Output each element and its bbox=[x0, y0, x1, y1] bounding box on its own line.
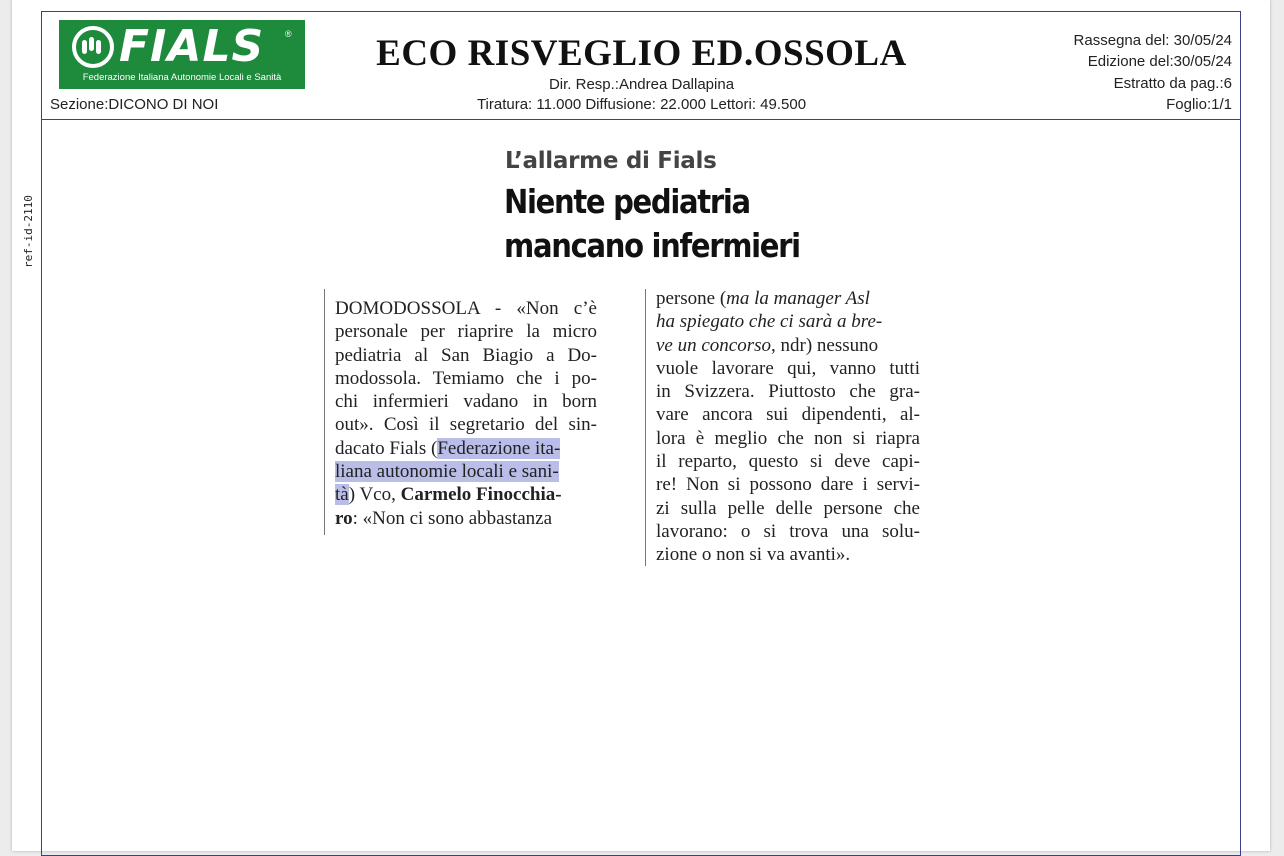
highlighted-text: tà bbox=[335, 484, 349, 506]
section-label: Sezione:DICONO DI NOI bbox=[50, 96, 219, 113]
column-rule bbox=[645, 289, 646, 566]
text-line bbox=[335, 460, 597, 483]
italic-text: ve un concorso bbox=[656, 334, 772, 356]
text-line: lavorano: o si trova una solu- bbox=[656, 520, 920, 542]
text-line: out». Così il segretario del sin- bbox=[335, 414, 597, 436]
column-rule bbox=[324, 289, 325, 535]
director-line: Dir. Resp.:Andrea Dallapina bbox=[548, 76, 735, 93]
text-run: , ndr) nessuno bbox=[771, 334, 879, 356]
people-icon bbox=[72, 26, 114, 68]
fials-logo bbox=[59, 20, 305, 89]
text-line: modossola. Temiamo che i po- bbox=[335, 367, 597, 389]
text-run: persone ( bbox=[656, 288, 727, 309]
text-line bbox=[656, 310, 920, 333]
text-run: : «Non ci sono abbastanza bbox=[352, 507, 553, 529]
text-line: zione o non si va avanti». bbox=[656, 544, 851, 566]
text-line: pediatria al San Biagio a Do- bbox=[335, 344, 597, 366]
article-column-2 bbox=[656, 287, 920, 567]
text-line: il reparto, questo si deve capi- bbox=[656, 451, 920, 473]
text-line bbox=[335, 483, 597, 506]
text-line: lora è meglio che non si riapra bbox=[656, 427, 920, 449]
registered-icon: ® bbox=[285, 29, 292, 39]
foglio-count: Foglio:1/1 bbox=[1166, 96, 1232, 113]
text-line bbox=[656, 334, 920, 357]
ref-id-label: ref-id-2110 bbox=[22, 195, 35, 268]
text-line bbox=[335, 437, 597, 460]
text-line: vuole lavorare qui, vanno tutti bbox=[656, 357, 920, 379]
italic-text: ha spiegato che ci sarà a bre- bbox=[656, 311, 883, 333]
logo-wordmark: FIALS bbox=[119, 21, 265, 72]
text-line: chi infermieri vadano in born bbox=[335, 391, 597, 413]
italic-text: ma la manager Asl bbox=[726, 288, 870, 309]
text-line bbox=[335, 507, 597, 530]
text-line: DOMODOSSOLA - «Non c’è bbox=[335, 298, 597, 319]
circulation-line: Tiratura: 11.000 Diffusione: 22.000 Lettori: 49.500 bbox=[476, 96, 807, 113]
highlighted-text: Federazione ita- bbox=[437, 437, 561, 459]
publication-title: ECO RISVEGLIO ED.OSSOLA bbox=[376, 33, 907, 74]
highlighted-text: liana autonomie locali e sani- bbox=[335, 461, 559, 483]
article-headline bbox=[504, 180, 800, 268]
author-name: ro bbox=[335, 507, 353, 529]
text-line: re! Non si possono dare i servi- bbox=[656, 474, 920, 496]
headline-line: mancano infermieri bbox=[504, 226, 800, 265]
text-line: personale per riaprire la micro bbox=[335, 321, 597, 343]
author-name: Carmelo Finocchia- bbox=[400, 484, 562, 506]
article-column-1 bbox=[335, 297, 597, 530]
header-divider bbox=[41, 119, 1241, 120]
estratto-page: Estratto da pag.:6 bbox=[1113, 75, 1232, 92]
edizione-date: Edizione del:30/05/24 bbox=[1087, 53, 1232, 70]
rassegna-date: Rassegna del: 30/05/24 bbox=[1073, 32, 1232, 49]
headline-line: Niente pediatria bbox=[504, 182, 750, 221]
page-frame bbox=[41, 11, 1241, 856]
article-kicker: L’allarme di Fials bbox=[505, 148, 717, 174]
text-line bbox=[656, 287, 920, 310]
text-run: dacato Fials ( bbox=[335, 437, 438, 459]
logo-subtitle: Federazione Italiana Autonomie Locali e Sanità bbox=[82, 72, 282, 83]
text-line: vare ancora sui dipendenti, al- bbox=[656, 404, 920, 426]
text-line: in Svizzera. Piuttosto che gra- bbox=[656, 381, 920, 403]
text-line: zi sulla pelle delle persone che bbox=[656, 497, 920, 519]
text-run: ) Vco, bbox=[348, 484, 401, 506]
